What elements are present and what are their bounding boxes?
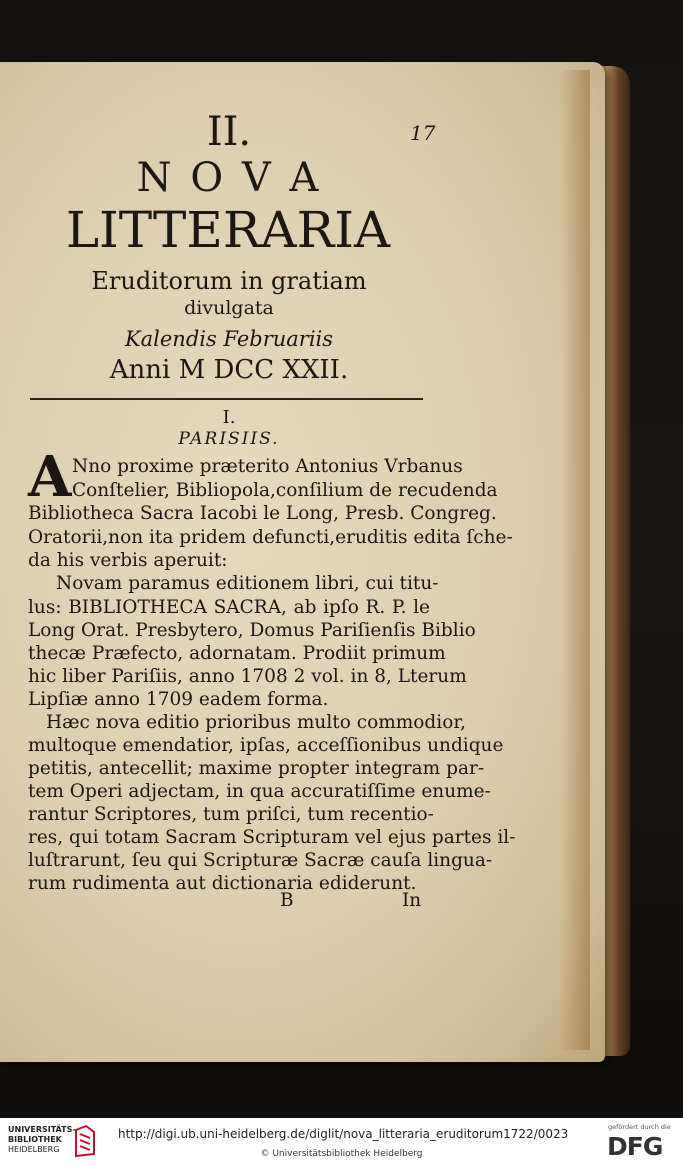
para3-line7: luſtrarunt, ſeu qui Scripturæ Sacræ cauſa lingua- — [28, 850, 493, 871]
horizontal-rule — [30, 398, 423, 400]
footer-bar — [0, 1118, 683, 1166]
para1-line1: Nno proxime præterito Antonius Vrbanus — [72, 456, 463, 477]
dfg-logo: DFG — [607, 1132, 663, 1161]
drop-capital: A — [28, 444, 72, 510]
logo-line-2: BIBLIOTHEK — [8, 1135, 62, 1144]
para2-line1: Novam paramus editionem libri, cui titu- — [56, 573, 439, 594]
catchword: In — [402, 890, 422, 911]
para1-line3: Bibliotheca Sacra Iacobi le Long, Presb. Congreg. — [28, 503, 497, 524]
para2-line5: hic liber Pariſiis, anno 1708 2 vol. in 8, Lterum — [28, 666, 467, 687]
title-litteraria: LITTERARIA — [65, 201, 391, 259]
para3-line4: tem Operi adjectam, in qua accuratiſſime enume- — [28, 781, 491, 802]
title-nova: N O V A — [136, 155, 322, 201]
subtitle-kalendis: Kalendis Februariis — [124, 327, 334, 351]
para3-line1: Hæc nova editio prioribus multo commodior, — [46, 712, 467, 733]
signature-mark: B — [280, 890, 294, 911]
para1-line2: Conſtelier, Bibliopola,conſilium de recudenda — [72, 480, 498, 501]
para3-line2: multoque emendatior, ipſas, acceſſionibus undique — [28, 735, 504, 756]
dfg-caption: gefördert durch die — [608, 1123, 671, 1131]
para3-line5: rantur Scriptores, tum priſci, tum recentio- — [28, 804, 434, 825]
para1-line5: da his verbis aperuit: — [28, 550, 228, 571]
logo-line-1: UNIVERSITÄTS- — [8, 1125, 76, 1134]
page-number: 17 — [410, 121, 436, 145]
subtitle-eruditorum: Eruditorum in gratiam — [91, 267, 367, 295]
para3-line3: petitis, antecellit; maxime propter integram par- — [28, 758, 485, 779]
para1-line4: Oratorii,non ita pridem defuncti,eruditis edita ſche- — [28, 527, 513, 548]
logo-line-3: HEIDELBERG — [8, 1145, 60, 1154]
para2-line2: lus: BIBLIOTHECA SACRA, ab ipſo R. P. le — [28, 597, 430, 618]
heading-numeral: II. — [206, 109, 252, 155]
subtitle-anni: Anni M DCC XXII. — [109, 355, 349, 385]
para3-line6: res, qui totam Sacram Scripturam vel ejus partes il- — [28, 827, 516, 848]
subtitle-divulgata: divulgata — [184, 297, 274, 319]
para2-line4: thecæ Præfecto, adornatam. Prodiit primum — [28, 643, 446, 664]
source-url-link[interactable]: http://digi.ub.uni-heidelberg.de/diglit/nova_litteraria_eruditorum1722/0023 — [118, 1127, 569, 1141]
para3-line8: rum rudimenta aut dictionaria ediderunt. — [28, 873, 417, 894]
para2-line3: Long Orat. Presbytero, Domus Pariſienſis Biblio — [28, 620, 476, 641]
copyright-notice: © Universitätsbibliothek Heidelberg — [260, 1149, 423, 1159]
section-numeral: I. — [222, 407, 236, 428]
para2-line6: Lipſiæ anno 1709 eadem forma. — [28, 689, 329, 710]
section-place: PARISIIS. — [178, 429, 280, 449]
